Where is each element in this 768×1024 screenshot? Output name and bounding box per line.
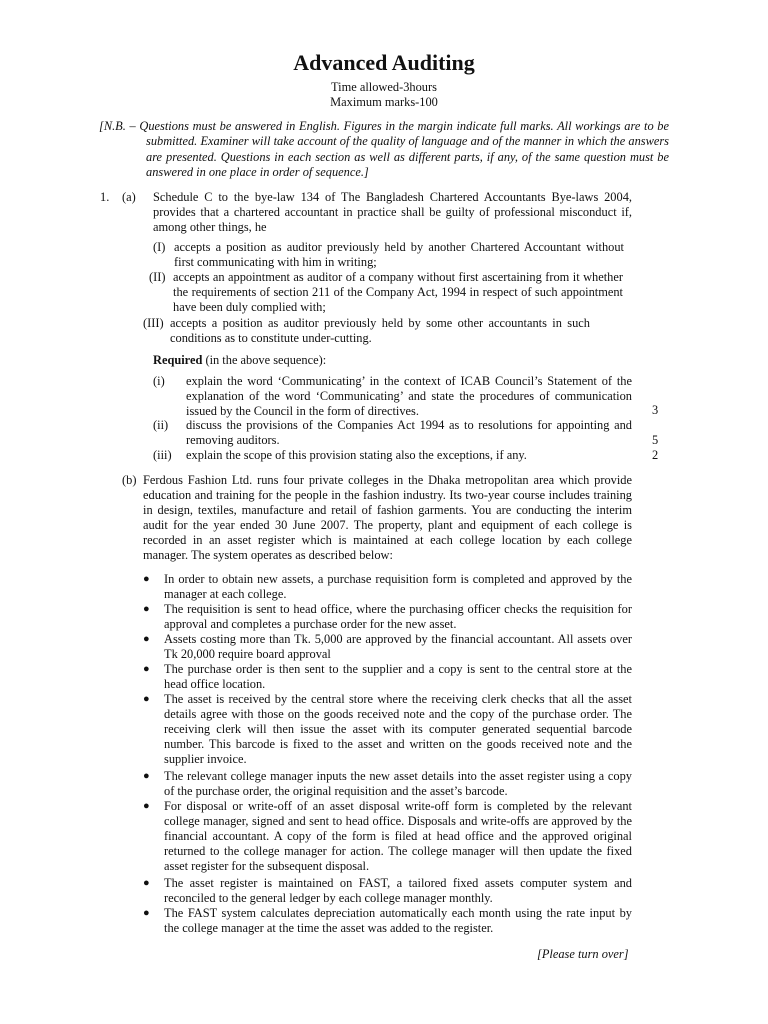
requirement-text: explain the scope of this provision stating also the exceptions, if any. xyxy=(186,448,527,462)
part-a-intro: Schedule C to the bye-law 134 of The Bangladesh Chartered Accountants Bye-laws 2004, provides that a chartered accountant in practice shall be guilty of professional misconduct if, among other things, he xyxy=(153,190,632,234)
bullet-icon: ● xyxy=(143,573,150,585)
requirement-num: (iii) xyxy=(153,448,172,462)
item-num: (III) xyxy=(143,316,164,330)
page-title: Advanced Auditing xyxy=(293,50,475,75)
bullet-icon: ● xyxy=(143,603,150,615)
maximum-marks: Maximum marks-100 xyxy=(330,95,438,109)
part-b-intro: Ferdous Fashion Ltd. runs four private colleges in the Dhaka metropolitan area which provide education and training for the people in the fashion industry. Its two-year course includes training in design, textiles, manufacture and retail of fashion garments. You are conducting the interim audit for the year ended 30 June 2007. The property, plant and equipment of each college is recorded in an asset register which is maintained at each college location by each college manager. The system operates as described below: xyxy=(143,473,632,562)
requirement-text: explain the word ‘Communicating’ in the context of ICAB Council’s Statement of the explanation of the word ‘Communicating’ and state the procedures of communication issued by the Council in the form of directives. xyxy=(186,374,632,418)
question-number: 1. xyxy=(100,190,110,204)
bullet-text: The asset is received by the central store where the receiving clerk checks that all the asset details agree with those on the goods received note and the copy of the purchase order. The receiving clerk will then issue the asset with its computer generated sequential barcode number. This barcode is fixed to the asset and written on the goods received note and the supplier invoice. xyxy=(164,692,632,766)
bullet-icon: ● xyxy=(143,907,150,919)
bullet-text: The asset register is maintained on FAST, a tailored fixed assets computer system and reconciled to the general ledger by each college manager monthly. xyxy=(164,876,632,905)
marks-value: 5 xyxy=(652,433,659,447)
requirement-text: discuss the provisions of the Companies Act 1994 as to resolutions for appointing and removing auditors. xyxy=(186,418,632,447)
item-num: (I) xyxy=(153,240,166,254)
bullet-icon: ● xyxy=(143,663,150,675)
marks-value: 2 xyxy=(652,448,659,462)
bullet-icon: ● xyxy=(143,800,150,812)
bullet-text: In order to obtain new assets, a purchase requisition form is completed and approved by the manager at each college. xyxy=(164,572,632,601)
bullet-icon: ● xyxy=(143,633,150,645)
requirement-num: (i) xyxy=(153,374,165,388)
item-text: accepts a position as auditor previously held by another Chartered Accountant without first communicating with him in writing; xyxy=(174,240,624,269)
bullet-text: The requisition is sent to head office, where the purchasing officer checks the requisition for approval and completes a purchase order for the new asset. xyxy=(164,602,632,631)
bullet-text: The relevant college manager inputs the new asset details into the asset register using a copy of the purchase order, the original requisition and the asset’s barcode. xyxy=(164,769,632,798)
part-a-label: (a) xyxy=(122,190,136,204)
item-num: (II) xyxy=(149,270,166,284)
bullet-text: The purchase order is then sent to the supplier and a copy is sent to the central store at the head office location. xyxy=(164,662,632,691)
item-text: accepts an appointment as auditor of a company without first ascertaining from it whether the requirements of section 211 of the Company Act, 1994 in respect of such appointment have been duly complied with; xyxy=(173,270,623,314)
bullet-text: The FAST system calculates depreciation automatically each month using the rate input by the college manager at the time the asset was added to the register. xyxy=(164,906,632,935)
please-turn-over: [Please turn over] xyxy=(537,947,629,961)
bullet-icon: ● xyxy=(143,770,150,782)
requirement-num: (ii) xyxy=(153,418,169,432)
item-text: accepts a position as auditor previously held by some other accountants in such conditions as to constitute under-cutting. xyxy=(170,316,590,345)
bullet-text: Assets costing more than Tk. 5,000 are approved by the financial accountant. All assets over Tk 20,000 require board approval xyxy=(164,632,632,661)
part-b-label: (b) xyxy=(122,473,137,487)
bullet-text: For disposal or write-off of an asset disposal write-off form is completed by the relevant college manager, signed and sent to head office. Disposals and write-offs are approved by the financial accountant. A copy of the form is filed at head office and the approved original returned to the college manager for action. The college manager will then update the fixed asset register for the subsequent disposal. xyxy=(164,799,632,873)
marks-value: 3 xyxy=(652,403,659,417)
bullet-icon: ● xyxy=(143,877,150,889)
nb-instructions: [N.B. – Questions must be answered in English. Figures in the margin indicate full marks. All workings are to be submitted. Examiner will take account of the quality of language and of the manner in which the answers are presented. Questions in each section as well as different parts, if any, of the same question must be answered in one place in order of sequence.] xyxy=(99,119,669,180)
bullet-icon: ● xyxy=(143,693,150,705)
time-allowed: Time allowed-3hours xyxy=(331,80,437,94)
required-heading: Required (in the above sequence): xyxy=(153,353,327,367)
